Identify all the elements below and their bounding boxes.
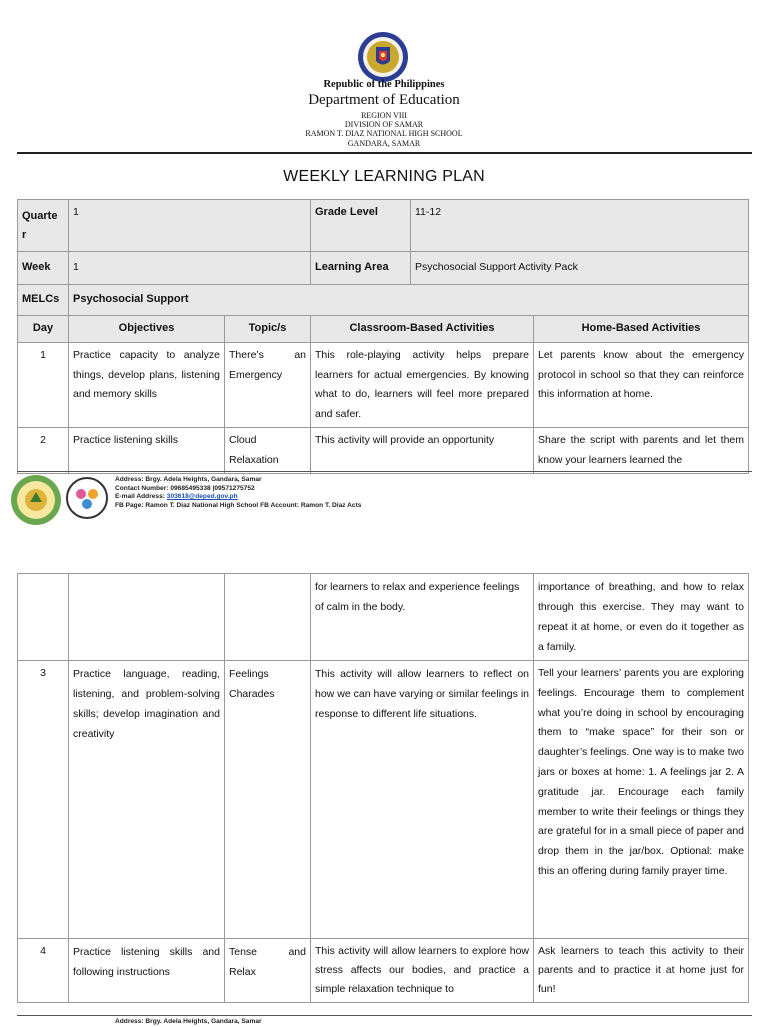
learning-area-label: Learning Area — [311, 252, 411, 285]
table-row — [18, 343, 749, 428]
topic-cell: Cloud Relaxation — [225, 428, 311, 474]
day-cell: 3 — [18, 661, 69, 939]
republic-line: Republic of the Philippines — [323, 79, 445, 90]
footer-address: Address: Brgy. Adela Heights, Gandara, Samar — [115, 476, 262, 483]
table-row — [18, 939, 749, 1003]
email-link[interactable]: 303618@deped.gov.ph — [166, 493, 238, 501]
melcs-label: MELCs — [18, 285, 69, 316]
page-title: WEEKLY LEARNING PLAN — [283, 168, 485, 185]
home-cell: Let parents know about the emergency protocol in school so that they can reinforce this information at home. — [534, 343, 749, 428]
week-label: Week — [18, 252, 69, 285]
classroom-cell: This activity will provide an opportunity — [311, 428, 534, 474]
objectives-cell: Practice listening skills — [69, 428, 225, 474]
grade-level-label: Grade Level — [311, 200, 411, 252]
town-line: GANDARA, SAMAR — [347, 139, 421, 148]
quarter-label: Quarte r — [18, 200, 69, 252]
footer-fb: FB Page: Ramon T. Diaz National High School FB Account: Ramon T. Diaz Acts — [115, 501, 362, 509]
table-row — [18, 428, 749, 474]
week-row — [18, 252, 749, 285]
day-cell — [18, 574, 69, 661]
grade-level-value: 11-12 — [411, 200, 749, 252]
col-classroom: Classroom-Based Activities — [311, 316, 534, 343]
day-cell: 1 — [18, 343, 69, 428]
day-cell: 2 — [18, 428, 69, 474]
school-logo — [10, 474, 62, 526]
region-line: REGION VIII — [361, 111, 407, 120]
col-home: Home-Based Activities — [534, 316, 749, 343]
classroom-cell: This role-playing activity helps prepare learners for actual emergencies. By knowing what to do, learners will feel more prepared and safer. — [311, 343, 534, 428]
col-topic: Topic/s — [225, 316, 311, 343]
topic-cell — [225, 574, 311, 661]
objectives-cell — [69, 574, 225, 661]
column-header-row — [18, 316, 749, 343]
footer-email-line — [115, 493, 361, 502]
division-line: DIVISION OF SAMAR — [344, 120, 424, 129]
classroom-cell: This activity will allow learners to reflect on how we can have varying or similar feelings in response to different life situations. — [311, 661, 534, 939]
topic-cell: Tense and Relax — [225, 939, 311, 1003]
header-divider — [17, 152, 752, 154]
topic-cell: There’s an Emergency — [225, 343, 311, 428]
home-cell: Ask learners to teach this activity to their parents and to practice it at home just for fun! — [534, 939, 749, 1003]
home-cell: Tell your learners’ parents you are exploring feelings. Encourage them to complement what you’re doing in school by encouraging them to “make space” for their son or daughter’s feelings. One way is to make two jars or boxes at home: 1. A feelings jar 2. A gratitude jar. Encourage each family member to write their feelings or things they are grateful for in a small piece of paper and drop them in the jar/box. Optional: make this an offering during family prayer time. — [534, 661, 749, 939]
department-name: Department of Education — [308, 92, 460, 108]
table-row — [18, 574, 749, 661]
home-cell: importance of breathing, and how to relax through this exercise. They may want to repeat it at home, or even do it together as a family. — [534, 574, 749, 661]
day-cell: 4 — [18, 939, 69, 1003]
footer-divider — [17, 471, 752, 472]
topic-cell: Feelings Charades — [225, 661, 311, 939]
school-line: RAMON T. DIAZ NATIONAL HIGH SCHOOL — [305, 129, 463, 138]
plan-table-page1 — [17, 199, 749, 474]
objectives-cell: Practice language, reading, listening, and problem-solving skills; develop imagination and creativity — [69, 661, 225, 939]
footer-address-block — [115, 476, 361, 510]
home-cell: Share the script with parents and let them know your learners learned the — [534, 428, 749, 474]
classroom-cell: for learners to relax and experience feelings of calm in the body. — [311, 574, 534, 661]
plan-table-page2 — [17, 573, 749, 1003]
footer-divider-2 — [17, 1015, 752, 1016]
learning-area-value: Psychosocial Support Activity Pack — [411, 252, 749, 285]
quarter-row — [18, 200, 749, 252]
footer-contact: Contact Number: 09685495338 |09571275752 — [115, 484, 255, 492]
email-label: E-mail Address: — [115, 493, 167, 501]
deped-seal — [357, 31, 409, 83]
table-row — [18, 661, 749, 939]
deped-acts-logo — [64, 476, 110, 524]
footer-address-2: Address: Brgy. Adela Heights, Gandara, Samar — [115, 1018, 262, 1025]
classroom-cell: This activity will allow learners to explore how stress affects our bodies, and practice a simple relaxation technique to — [311, 939, 534, 1003]
week-value: 1 — [69, 252, 311, 285]
objectives-cell: Practice capacity to analyze things, develop plans, listening and memory skills — [69, 343, 225, 428]
melcs-row — [18, 285, 749, 316]
col-day: Day — [18, 316, 69, 343]
objectives-cell: Practice listening skills and following instructions — [69, 939, 225, 1003]
melcs-value: Psychosocial Support — [69, 285, 749, 316]
quarter-value: 1 — [69, 200, 311, 252]
col-objectives: Objectives — [69, 316, 225, 343]
